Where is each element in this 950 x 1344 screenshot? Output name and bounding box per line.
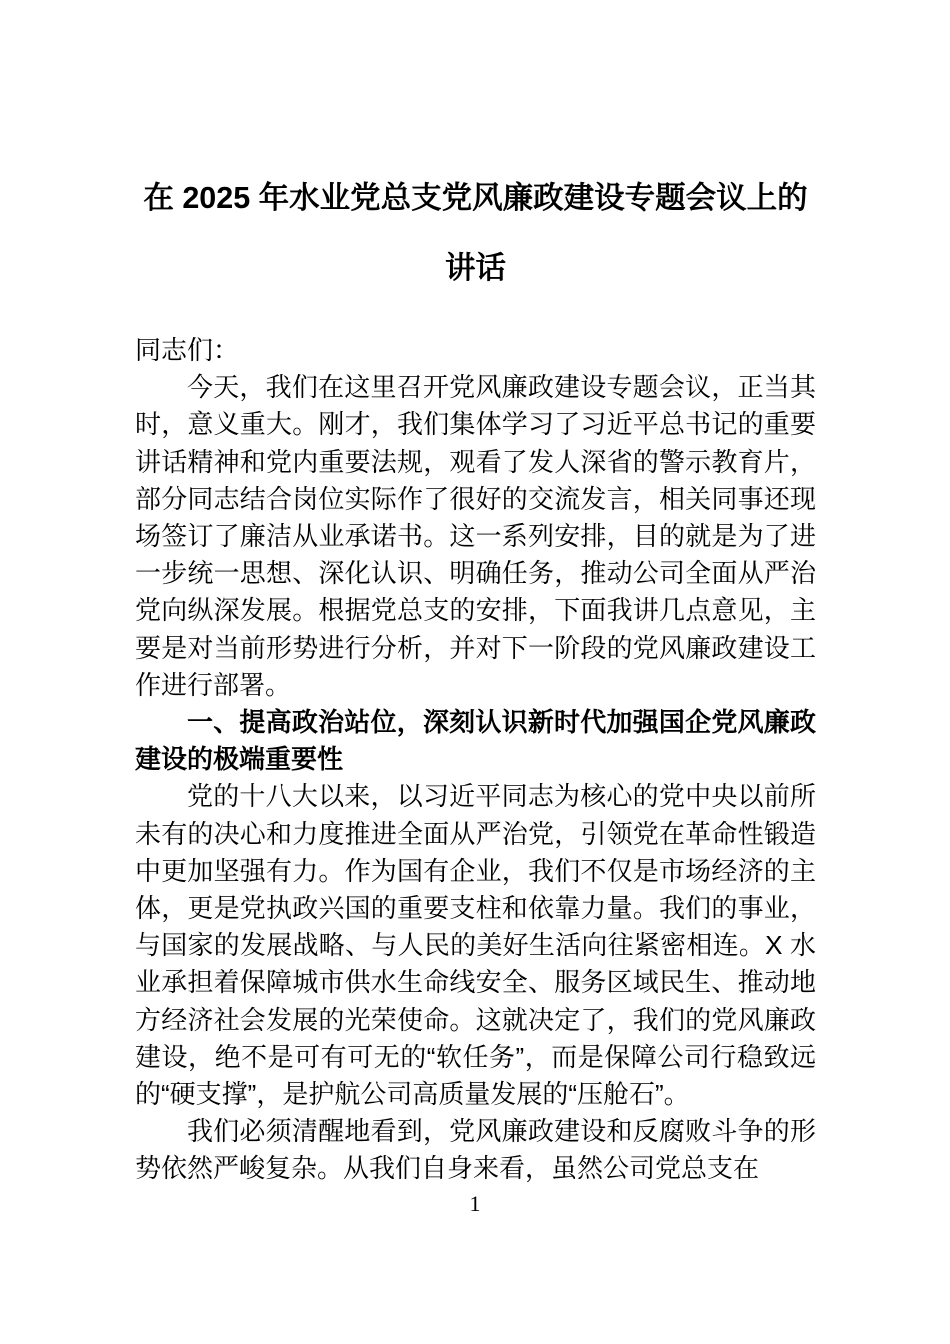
- paragraph-section-1-1: 党的十八大以来，以习近平同志为核心的党中央以前所未有的决心和力度推进全面从严治党，引领党在革命性锻造中更加坚强有力。作为国有企业，我们不仅是市场经济的主体，更是党执政兴国的重要支柱和依靠力量。我们的事业，与国家的发展战略、与人民的美好生活向往紧密相连。X 水业承担着保障城市供水生命线安全、服务区域民生、推动地方经济社会发展的光荣使命。这就决定了，我们的党风廉政建设，绝不是可有可无的“软任务”，而是保障公司行稳致远的“硬支撑”，是护航公司高质量发展的“压舱石”。: [135, 781, 816, 1110]
- section-heading-1: 一、提高政治站位，深刻认识新时代加强国企党风廉政建设的极端重要性: [135, 707, 816, 775]
- paragraph-section-1-2: 我们必须清醒地看到，党风廉政建设和反腐败斗争的形势依然严峻复杂。从我们自身来看，虽然公司党总支在: [135, 1116, 816, 1184]
- page-number: 1: [469, 1191, 481, 1216]
- page-title: 在 2025 年水业党总支党风廉政建设专题会议上的讲话: [143, 181, 808, 285]
- paragraph-salutation: 同志们：: [135, 335, 240, 365]
- document-body: [135, 332, 816, 1188]
- paragraph-opening: 今天，我们在这里召开党风廉政建设专题会议，正当其时，意义重大。刚才，我们集体学习了习近平总书记的重要讲话精神和党内重要法规，观看了发人深省的警示教育片，部分同志结合岗位实际作了很好的交流发言，相关同事还现场签订了廉洁从业承诺书。这一系列安排，目的就是为了进一步统一思想、深化认识、明确任务，推动公司全面从严治党向纵深发展。根据党总支的安排，下面我讲几点意见，主要是对当前形势进行分析，并对下一阶段的党风廉政建设工作进行部署。: [135, 372, 816, 700]
